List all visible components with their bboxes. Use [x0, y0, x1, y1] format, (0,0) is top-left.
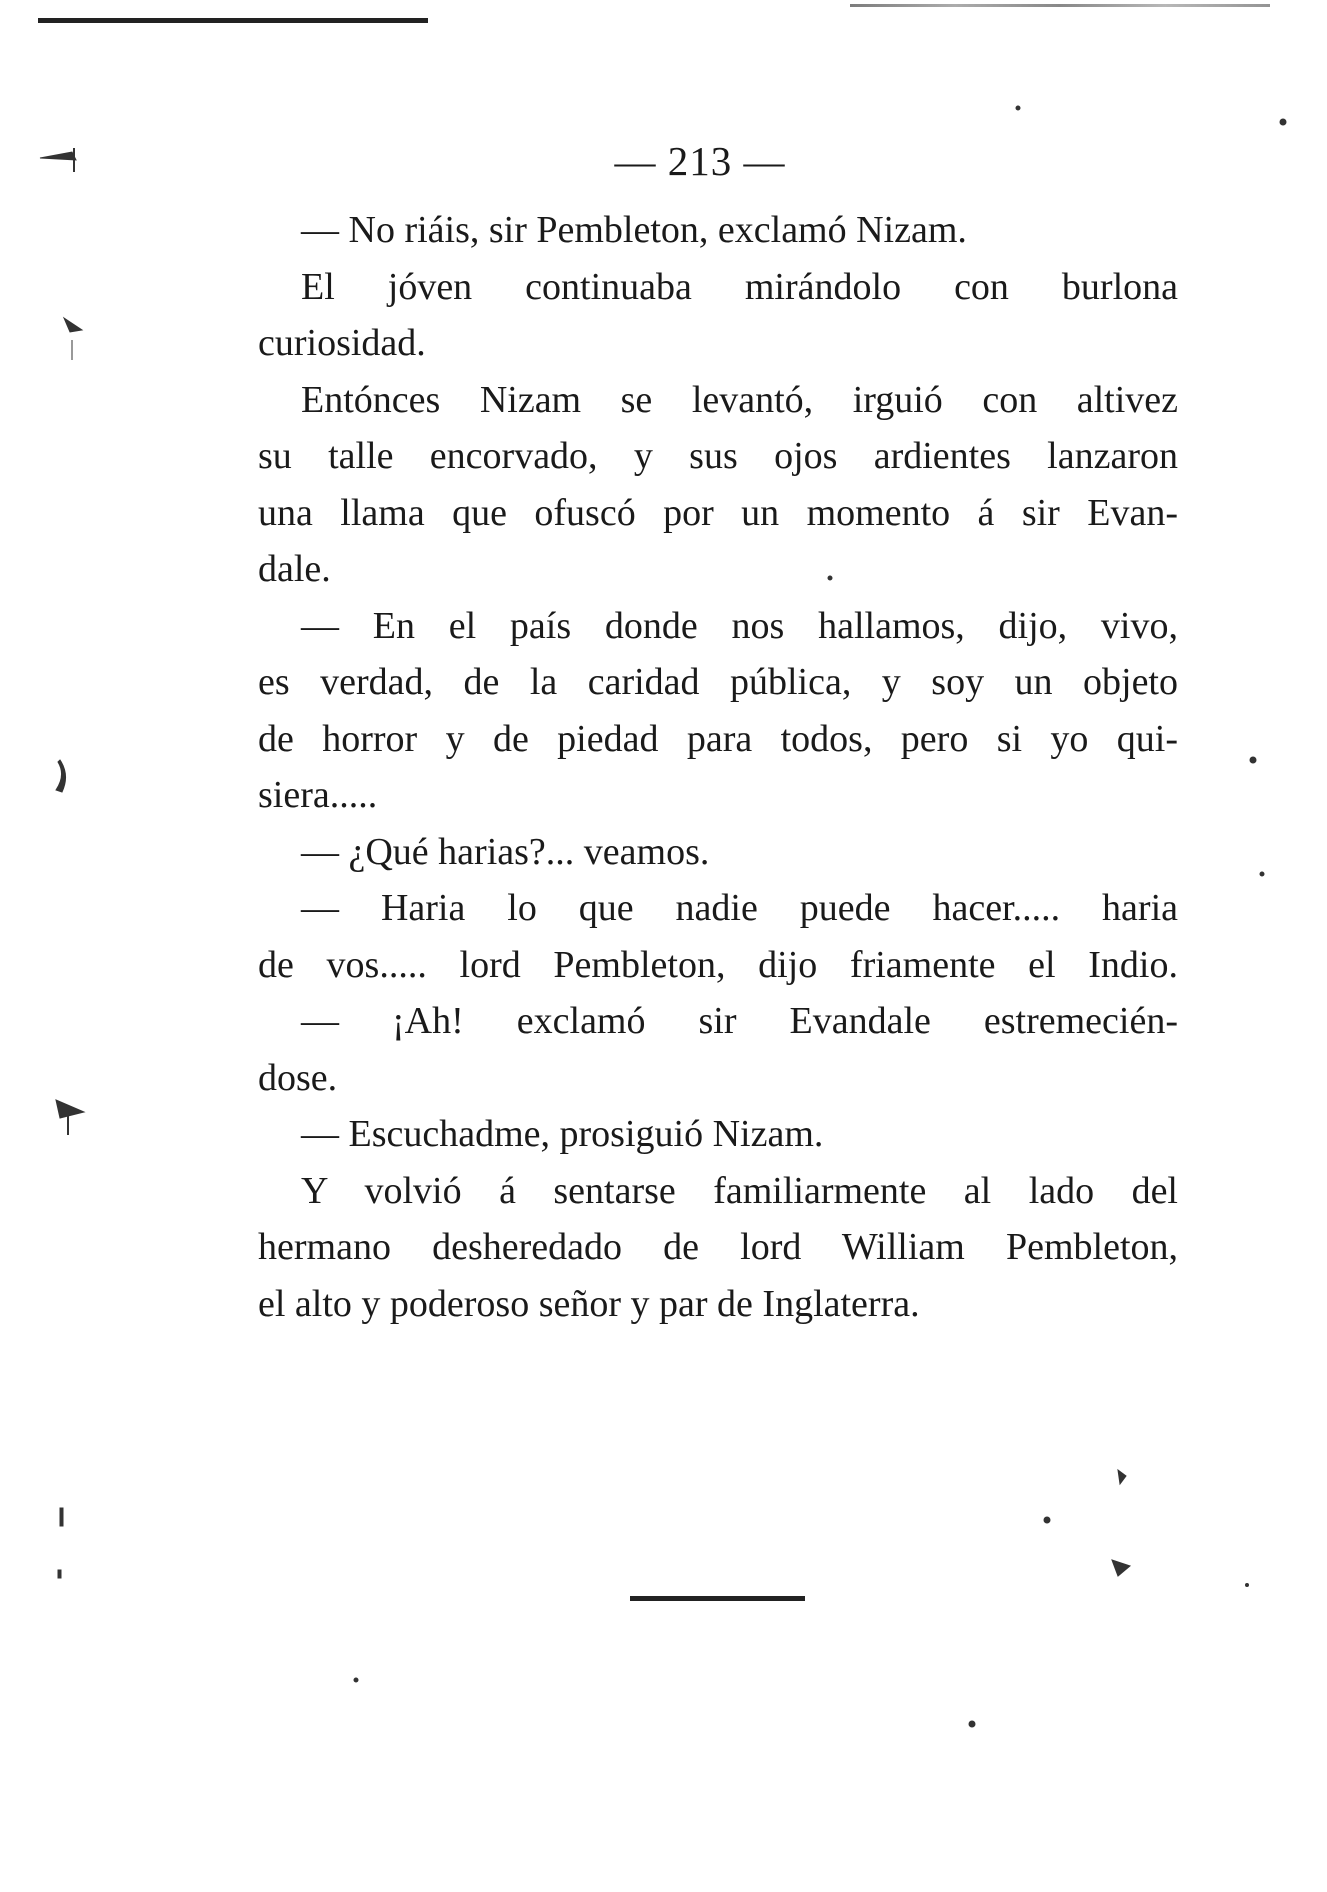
- text-line: — ¡Ah! exclamó sir Evandale estremecién-: [301, 1000, 1178, 1042]
- page-number: — 213 —: [614, 138, 786, 184]
- text-line: siera.....: [258, 774, 378, 816]
- end-rule: [630, 1596, 805, 1601]
- text-line: Entónces Nizam se levantó, irguió con altivez: [301, 378, 1178, 421]
- text-line: su talle encorvado, y sus ojos ardientes lanzaron: [258, 435, 1178, 477]
- text-line: — Haria lo que nadie puede hacer..... haria: [301, 887, 1178, 929]
- text-line: El jóven continuaba mirándolo con burlona: [301, 265, 1178, 308]
- text-line: de vos..... lord Pembleton, dijo friamente el Indio.: [258, 943, 1178, 986]
- text-line: el alto y poderoso señor y par de Inglaterra.: [258, 1282, 920, 1325]
- text-line: es verdad, de la caridad pública, y soy un objeto: [258, 661, 1178, 703]
- text-line: curiosidad.: [258, 322, 426, 364]
- text-line: — No riáis, sir Pembleton, exclamó Nizam.: [301, 209, 967, 251]
- text-line: hermano desheredado de lord William Pembleton,: [258, 1226, 1178, 1268]
- text-line: dale.: [258, 548, 331, 590]
- text-line: de horror y de piedad para todos, pero si yo qui-: [258, 717, 1178, 760]
- text-line: — ¿Qué harias?... veamos.: [301, 830, 710, 873]
- text-line: dose.: [258, 1056, 338, 1099]
- top-rule-right: [850, 4, 1270, 7]
- text-line: una llama que ofuscó por un momento á sir Evan-: [258, 491, 1178, 534]
- top-rule-left: [38, 18, 428, 23]
- text-line: — En el país donde nos hallamos, dijo, vivo,: [301, 604, 1178, 647]
- text-line: — Escuchadme, prosiguió Nizam.: [301, 1113, 824, 1155]
- body-text: [258, 202, 1178, 1332]
- text-line: Y volvió á sentarse familiarmente al lado del: [301, 1169, 1178, 1212]
